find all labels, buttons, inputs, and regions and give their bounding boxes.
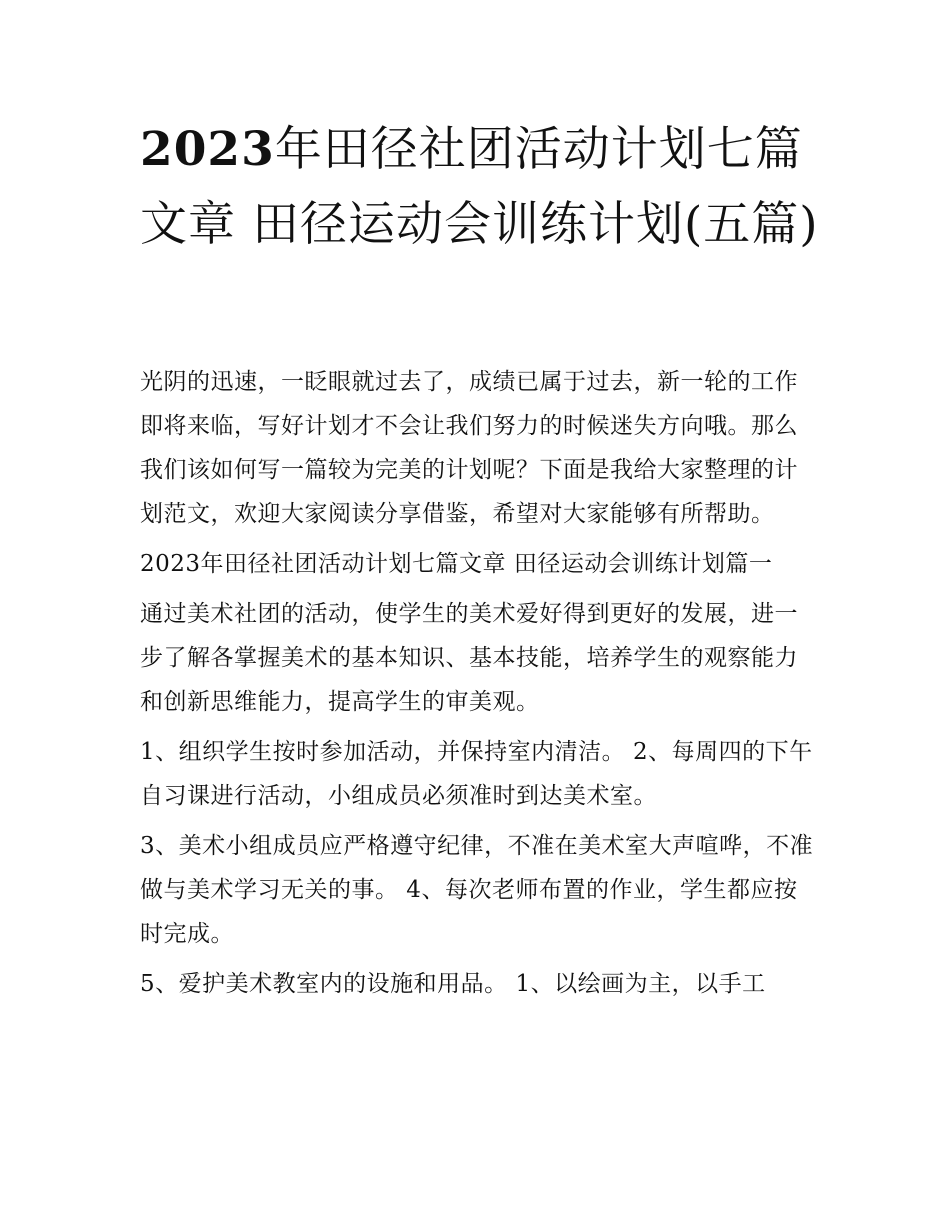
section-heading: 2023年田径社团活动计划七篇文章 田径运动会训练计划篇一 — [140, 551, 773, 577]
body-paragraph: 5、爱护美术教室内的设施和用品。 1、以绘画为主，以手工 — [140, 971, 766, 997]
body-paragraph: 1、组织学生按时参加活动，并保持室内清洁。 2、每周四的下午自习课进行活动，小组成员必须准时到达美术室。 — [140, 739, 813, 809]
title-text: 年田径社团活动计划七篇文章 田径运动会训练计划(五篇) — [140, 122, 819, 252]
body-paragraph: 3、美术小组成员应严格遵守纪律，不准在美术室大声喧哗，不准做与美术学习无关的事。 4、每次老师布置的作业，学生都应按时完成。 — [140, 833, 814, 947]
body-paragraph: 通过美术社团的活动，使学生的美术爱好得到更好的发展，进一步了解各掌握美术的基本知识、基本技能，培养学生的观察能力和创新思维能力，提高学生的审美观。 — [140, 601, 798, 715]
document-title — [140, 112, 840, 262]
document-body — [140, 360, 820, 1012]
intro-paragraph: 光阴的迅速，一眨眼就过去了，成绩已属于过去，新一轮的工作即将来临，写好计划才不会让我们努力的时候迷失方向哦。那么我们该如何写一篇较为完美的计划呢？下面是我给大家整理的计划范文，欢迎大家阅读分享借鉴，希望对大家能够有所帮助。 — [140, 369, 798, 527]
title-number: 2023 — [140, 122, 275, 177]
